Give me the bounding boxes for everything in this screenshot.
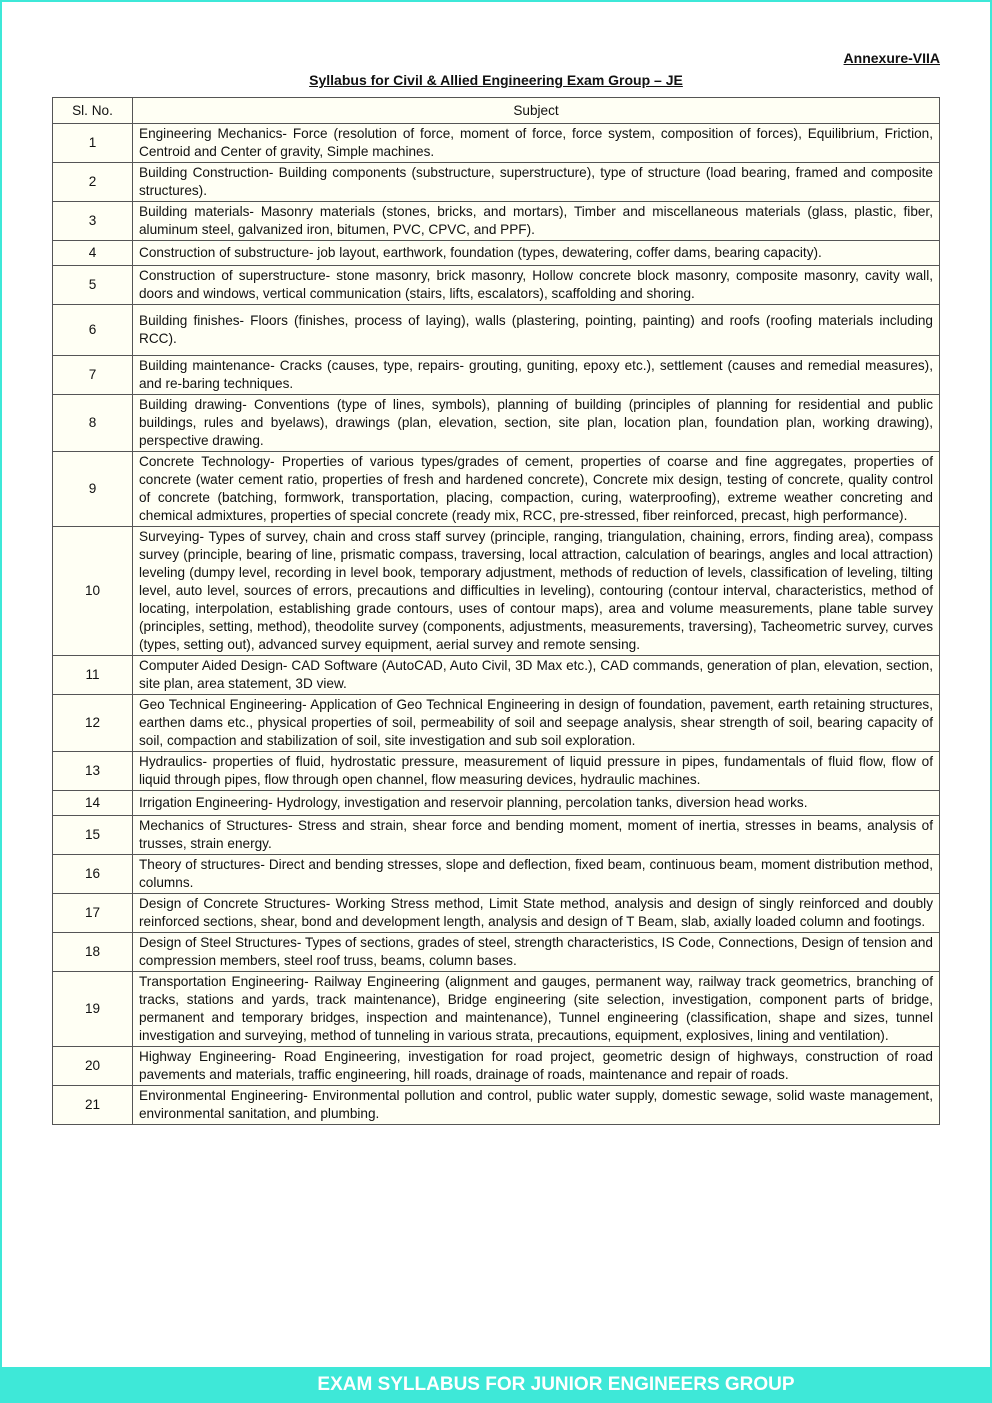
subject-cell: Building materials- Masonry materials (stones, bricks, and mortars), Timber and miscellaneous materials (glass, plastic, fiber, aluminum steel, galvanized iron, bitumen, PVC, CPVC, and PPF). xyxy=(133,202,940,241)
subject-cell: Geo Technical Engineering- Application of Geo Technical Engineering in design of foundation, pavement, earth retaining structures, earthen dams etc., physical properties of soil, permeability of soil and seepage analysis, shear strength of soil, bearing capacity of soil, compaction and stabilization of soil, site investigation and sub soil exploration. xyxy=(133,695,940,752)
subject-cell: Construction of substructure- job layout, earthwork, foundation (types, dewatering, coffer dams, bearing capacity). xyxy=(133,241,940,266)
sl-no-cell: 8 xyxy=(53,395,133,452)
sl-no-cell: 12 xyxy=(53,695,133,752)
sl-no-cell: 13 xyxy=(53,752,133,791)
table-row xyxy=(53,791,940,816)
sl-no-cell: 17 xyxy=(53,894,133,933)
table-row xyxy=(53,305,940,356)
header-subject: Subject xyxy=(133,98,940,124)
sl-no-cell: 5 xyxy=(53,266,133,305)
table-row xyxy=(53,972,940,1047)
table-row xyxy=(53,202,940,241)
sl-no-cell: 14 xyxy=(53,791,133,816)
subject-cell: Design of Steel Structures- Types of sections, grades of steel, strength characteristics, IS Code, Connections, Design of tension and compression members, steel roof truss, beams, column bases. xyxy=(133,933,940,972)
table-row xyxy=(53,855,940,894)
subject-cell: Building maintenance- Cracks (causes, type, repairs- grouting, guniting, epoxy etc.), settlement (causes and remedial measures), and re-baring techniques. xyxy=(133,356,940,395)
sl-no-cell: 20 xyxy=(53,1047,133,1086)
subject-cell: Environmental Engineering- Environmental pollution and control, public water supply, domestic sewage, solid waste management, environmental sanitation, and plumbing. xyxy=(133,1086,940,1125)
sl-no-cell: 11 xyxy=(53,656,133,695)
header-sl-no: Sl. No. xyxy=(53,98,133,124)
footer-banner: EXAM SYLLABUS FOR JUNIOR ENGINEERS GROUP xyxy=(0,1367,992,1403)
table-row xyxy=(53,266,940,305)
table-row xyxy=(53,894,940,933)
sl-no-cell: 10 xyxy=(53,527,133,656)
table-row xyxy=(53,163,940,202)
table-row xyxy=(53,695,940,752)
sl-no-cell: 4 xyxy=(53,241,133,266)
sl-no-cell: 18 xyxy=(53,933,133,972)
subject-cell: Irrigation Engineering- Hydrology, investigation and reservoir planning, percolation tanks, diversion head works. xyxy=(133,791,940,816)
table-row xyxy=(53,1047,940,1086)
sl-no-cell: 2 xyxy=(53,163,133,202)
subject-cell: Transportation Engineering- Railway Engineering (alignment and gauges, permanent way, railway track geometrics, branching of tracks, stations and yards, track maintenance), Bridge engineering (site selection, investigation, component parts of bridge, permanent and temporary bridges, inspection and maintenance), Tunnel engineering (classification, shape and sizes, tunnel investigation and surveying, method of tunneling in various strata, precautions, equipment, explosives, lining and ventilation). xyxy=(133,972,940,1047)
table-row xyxy=(53,124,940,163)
table-row xyxy=(53,395,940,452)
table-row xyxy=(53,1086,940,1125)
sl-no-cell: 7 xyxy=(53,356,133,395)
sl-no-cell: 6 xyxy=(53,305,133,356)
subject-cell: Construction of superstructure- stone masonry, brick masonry, Hollow concrete block masonry, composite masonry, cavity wall, doors and windows, vertical communication (stairs, lifts, escalators), scaffolding and shoring. xyxy=(133,266,940,305)
subject-cell: Hydraulics- properties of fluid, hydrostatic pressure, measurement of liquid pressure in pipes, fundamentals of fluid flow, flow of liquid through pipes, flow through open channel, flow measuring devices, hydraulic machines. xyxy=(133,752,940,791)
subject-cell: Engineering Mechanics- Force (resolution of force, moment of force, force system, composition of forces), Equilibrium, Friction, Centroid and Center of gravity, Simple machines. xyxy=(133,124,940,163)
sl-no-cell: 15 xyxy=(53,816,133,855)
table-row xyxy=(53,816,940,855)
syllabus-table xyxy=(52,97,940,1125)
subject-cell: Building finishes- Floors (finishes, process of laying), walls (plastering, pointing, painting) and roofs (roofing materials including RCC). xyxy=(133,305,940,356)
annexure-label: Annexure-VIIA xyxy=(843,50,940,66)
table-row xyxy=(53,752,940,791)
table-row xyxy=(53,356,940,395)
sl-no-cell: 1 xyxy=(53,124,133,163)
table-row xyxy=(53,527,940,656)
subject-cell: Building Construction- Building components (substructure, superstructure), type of structure (load bearing, framed and composite structures). xyxy=(133,163,940,202)
sl-no-cell: 9 xyxy=(53,452,133,527)
subject-cell: Design of Concrete Structures- Working Stress method, Limit State method, analysis and design of singly reinforced and doubly reinforced sections, shear, bond and development length, analysis and design of T Beam, slab, axially loaded column and footings. xyxy=(133,894,940,933)
sl-no-cell: 16 xyxy=(53,855,133,894)
subject-cell: Concrete Technology- Properties of various types/grades of cement, properties of coarse and fine aggregates, properties of concrete (water cement ratio, properties of fresh and hardened concrete), Concrete mix design, testing of concrete, quality control of concrete (batching, formwork, transportation, placing, compaction, curing, waterproofing), extreme weather concreting and chemical admixtures, properties of special concrete (ready mix, RCC, pre-stressed, fiber reinforced, precast, high performance). xyxy=(133,452,940,527)
table-row xyxy=(53,933,940,972)
table-row xyxy=(53,452,940,527)
sl-no-cell: 19 xyxy=(53,972,133,1047)
document-title: Syllabus for Civil & Allied Engineering Exam Group – JE xyxy=(309,72,683,88)
table-row xyxy=(53,241,940,266)
subject-cell: Highway Engineering- Road Engineering, investigation for road project, geometric design of highways, construction of road pavements and materials, traffic engineering, hill roads, drainage of roads, maintenance and repair of roads. xyxy=(133,1047,940,1086)
sl-no-cell: 3 xyxy=(53,202,133,241)
table-header-row xyxy=(53,98,940,124)
subject-cell: Mechanics of Structures- Stress and strain, shear force and bending moment, moment of inertia, stresses in beams, analysis of trusses, strain energy. xyxy=(133,816,940,855)
subject-cell: Building drawing- Conventions (type of lines, symbols), planning of building (principles of planning for residential and public buildings, rules and byelaws), drawings (plan, elevation, section, site plan, location plan, foundation plan, working drawing), perspective drawing. xyxy=(133,395,940,452)
sl-no-cell: 21 xyxy=(53,1086,133,1125)
subject-cell: Computer Aided Design- CAD Software (AutoCAD, Auto Civil, 3D Max etc.), CAD commands, generation of plan, elevation, section, site plan, area statement, 3D view. xyxy=(133,656,940,695)
subject-cell: Surveying- Types of survey, chain and cross staff survey (principle, ranging, triangulation, chaining, errors, finding area), compass survey (principle, bearing of line, prismatic compass, traversing, local attraction, calculation of bearings, angles and local attraction) leveling (dumpy level, recording in level book, temporary adjustment, methods of reduction of levels, classification of leveling, tilting level, auto level, sources of errors, precautions and difficulties in leveling), contouring (contour interval, characteristics, method of locating, interpolation, establishing grade contours, uses of contour maps), area and volume measurements, plane table survey (principles, setting, method), theodolite survey (components, adjustments, measurements, traversing), Tacheometric survey, curves (types, setting out), advanced survey equipment, aerial survey and remote sensing. xyxy=(133,527,940,656)
subject-cell: Theory of structures- Direct and bending stresses, slope and deflection, fixed beam, continuous beam, moment distribution method, columns. xyxy=(133,855,940,894)
table-row xyxy=(53,656,940,695)
